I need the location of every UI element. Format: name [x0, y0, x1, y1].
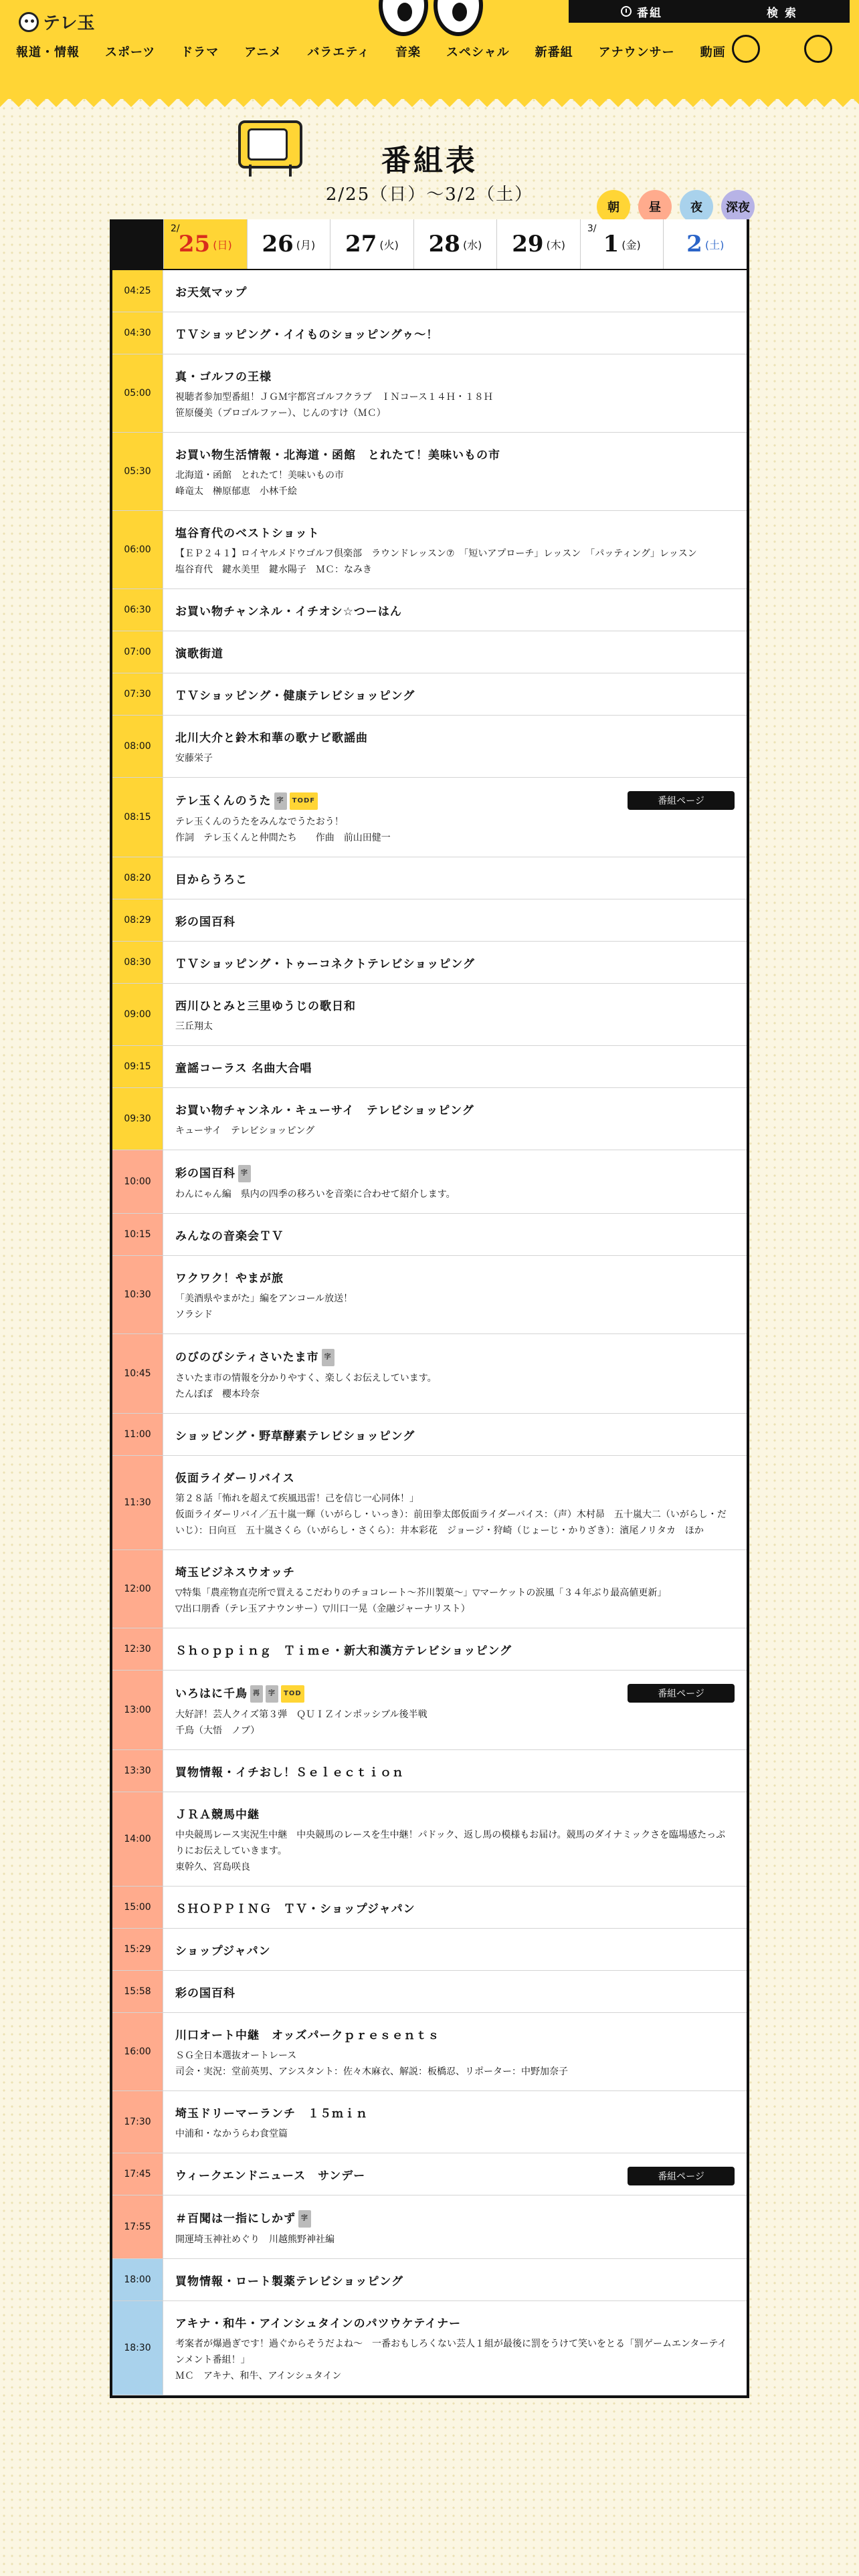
- program-badge: 字: [238, 1165, 251, 1182]
- program-description: 中央競馬レース実況生中継 中央競馬のレースを生中継！パドック、返し馬の模様もお届け。競馬のダイナミックさを臨場感たっぷりにお伝えしていきます。 東幹久、宮島咲良: [175, 1830, 726, 1872]
- program-cell[interactable]: [163, 2013, 747, 2090]
- program-page-button[interactable]: 番組ページ: [628, 2167, 735, 2185]
- program-title[interactable]: 演歌街道: [175, 647, 223, 661]
- program-cell[interactable]: [163, 716, 747, 777]
- program-title[interactable]: 目からうろこ: [175, 873, 248, 887]
- program-row: [112, 2013, 747, 2091]
- day-number: 29: [512, 231, 544, 257]
- program-row: [112, 270, 747, 312]
- program-title[interactable]: ワクワク！やまが旅: [175, 1272, 284, 1285]
- program-title[interactable]: お買い物チャンネル・イチオシ☆つーはん: [175, 605, 402, 619]
- program-cell[interactable]: [163, 1550, 747, 1628]
- left-eye-icon: [379, 0, 428, 36]
- program-badge: 字: [298, 2210, 311, 2228]
- program-title[interactable]: 彩の国百科: [175, 916, 235, 929]
- program-row: [112, 631, 747, 673]
- day-number: 27: [345, 231, 377, 257]
- program-badge: 再: [250, 1685, 263, 1703]
- program-row: [112, 1088, 747, 1150]
- program-description: 開運埼玉神社めぐり 川越熊野神社編: [175, 2234, 335, 2245]
- day-weekday: (金): [622, 238, 641, 251]
- program-title[interactable]: みんなの音楽会ＴＶ: [175, 1230, 284, 1243]
- program-row: [112, 1046, 747, 1088]
- nav-announcers[interactable]: アナウンサー: [598, 45, 675, 60]
- nav-special[interactable]: スペシャル: [446, 45, 510, 60]
- program-cell[interactable]: [163, 899, 747, 941]
- program-title[interactable]: ＴＶショッピング・イイものショッピングゥ〜！: [175, 328, 439, 342]
- program-cell[interactable]: [163, 1334, 747, 1413]
- program-cell[interactable]: [163, 1414, 747, 1455]
- program-row: [112, 2259, 747, 2301]
- program-description: キューサイ テレビショッピング: [175, 1125, 315, 1136]
- program-cell[interactable]: [163, 433, 747, 510]
- program-description: テレ玉くんのうたをみんなでうたおう！ 作詞 テレ玉くんと仲間たち 作曲 前山田健一: [175, 817, 391, 843]
- program-title[interactable]: お買い物チャンネル・キューサイ テレビショッピング: [175, 1104, 474, 1117]
- program-cell[interactable]: [163, 511, 747, 588]
- program-title[interactable]: 買物情報・イチおし！Ｓｅｌｅｃｔｉｏｎ: [175, 1766, 404, 1780]
- time-zone-filters: [597, 190, 755, 223]
- program-title[interactable]: のびのびシティさいたま市 字: [175, 1349, 735, 1366]
- program-time: 15:58: [112, 1971, 163, 2012]
- program-title[interactable]: テレ玉くんのうた 字 TODF: [175, 792, 735, 810]
- program-badge: 字: [322, 1349, 335, 1366]
- program-time: 05:30: [112, 433, 163, 510]
- program-time: 10:30: [112, 1256, 163, 1333]
- program-time: 18:00: [112, 2259, 163, 2300]
- program-badge: TOD: [281, 1685, 304, 1703]
- program-title[interactable]: ウィークエンドニュース サンデー: [175, 2169, 366, 2183]
- day-tab[interactable]: [247, 219, 330, 269]
- program-time: 04:25: [112, 270, 163, 312]
- program-cell[interactable]: [163, 942, 747, 983]
- program-title[interactable]: ＪＲＡ競馬中継: [175, 1808, 260, 1822]
- day-weekday: (日): [213, 238, 232, 251]
- program-time: 07:30: [112, 673, 163, 715]
- day-number: 1: [603, 231, 619, 257]
- program-time: 17:30: [112, 2091, 163, 2153]
- program-title[interactable]: ショップジャパン: [175, 1945, 271, 1958]
- program-time: 12:00: [112, 1550, 163, 1628]
- program-badge: TODF: [290, 792, 318, 810]
- program-schedule: [110, 219, 749, 2398]
- program-title[interactable]: ＃百聞は一指にしかず 字: [175, 2210, 735, 2228]
- program-description: 大好評！芸人クイズ第３弾 ＱＵＩＺインポッシブル後半戦 千鳥（大悟 ノブ）: [175, 1709, 427, 1736]
- program-time: 12:30: [112, 1628, 163, 1670]
- program-time: 06:00: [112, 511, 163, 588]
- global-nav: [16, 43, 726, 60]
- program-row: [112, 1414, 747, 1456]
- tube-icon[interactable]: [732, 35, 760, 63]
- nav-sports[interactable]: スポーツ: [105, 45, 156, 60]
- program-description: ＳＧ全日本選抜オートレース 司会・実況：堂前英男、アシスタント：佐々木麻衣、解説：板橋忍、リポーター：中野加奈子: [175, 2050, 569, 2077]
- program-row: [112, 1150, 747, 1214]
- program-row: [112, 984, 747, 1046]
- program-time: 08:20: [112, 857, 163, 899]
- program-title[interactable]: 北川大介と鈴木和華の歌ナビ歌謡曲: [175, 732, 368, 745]
- program-time: 17:55: [112, 2195, 163, 2258]
- program-cell[interactable]: [163, 2153, 747, 2195]
- program-time: 10:00: [112, 1150, 163, 1213]
- program-row: [112, 2153, 747, 2195]
- program-time: 14:00: [112, 1792, 163, 1886]
- day-weekday: (火): [379, 238, 399, 251]
- program-title[interactable]: お天気マップ: [175, 286, 248, 300]
- nav-anime[interactable]: アニメ: [244, 45, 282, 60]
- program-time: 08:30: [112, 942, 163, 983]
- day-month: 3/: [587, 223, 597, 234]
- program-cell[interactable]: [163, 1150, 747, 1213]
- program-row: [112, 1256, 747, 1334]
- program-cell[interactable]: [163, 270, 747, 312]
- nav-icon-group: [732, 35, 832, 63]
- program-row: [112, 312, 747, 354]
- program-description: 第２８話「怖れを超えて疾風迅雷！己を信じ一心同体！」 仮面ライダーリバイ／五十嵐一輝（いがらし・いっき）：前田拳太郎仮面ライダーバイス：（声）木村昴 五十嵐大二（いがらし・だいじ）：日向亘 五十嵐さくら（いがらし・さくら）：井本彩花 ジョージ・狩崎（じょーじ・かりざき）：濱尾ノリタカ ほか: [175, 1493, 727, 1536]
- program-description: 中浦和・なかうらわ食堂篇: [175, 2129, 288, 2139]
- program-title[interactable]: Ｓｈｏｐｐｉｎｇ Ｔｉｍｅ・新大和漢方テレビショッピング: [175, 1644, 512, 1658]
- program-title[interactable]: ＴＶショッピング・トゥーコネクトテレビショッピング: [175, 958, 475, 971]
- program-row: [112, 1750, 747, 1792]
- program-row: [112, 673, 747, 716]
- day-tab[interactable]: [663, 219, 747, 269]
- program-time: 10:45: [112, 1334, 163, 1413]
- program-time: 06:30: [112, 589, 163, 631]
- day-tab[interactable]: [413, 219, 497, 269]
- program-time: 18:30: [112, 2301, 163, 2395]
- program-cell[interactable]: [163, 2195, 747, 2258]
- program-time: 16:00: [112, 2013, 163, 2090]
- site-logo[interactable]: [19, 9, 94, 34]
- program-cell[interactable]: [163, 1214, 747, 1255]
- search-link[interactable]: 検 索: [767, 6, 797, 20]
- program-time: 11:30: [112, 1456, 163, 1549]
- program-cell[interactable]: [163, 1046, 747, 1087]
- program-description: 北海道・函館 とれたて！美味いもの市 峰竜太 榊原郁恵 小林千絵: [175, 470, 344, 497]
- program-time: 09:30: [112, 1088, 163, 1150]
- program-time: 07:00: [112, 631, 163, 673]
- program-cell[interactable]: [163, 1792, 747, 1886]
- program-time: 05:00: [112, 354, 163, 432]
- day-number: 28: [428, 231, 460, 257]
- program-row: [112, 1887, 747, 1929]
- program-row: [112, 857, 747, 899]
- program-cell[interactable]: [163, 2259, 747, 2300]
- logo-text: テレ玉: [43, 13, 95, 33]
- program-time: 08:15: [112, 778, 163, 857]
- tz-filter-button[interactable]: 深夜: [721, 190, 755, 223]
- program-description: さいたま市の情報を分かりやすく、楽しくお伝えしています。 たんぽぽ 櫻本玲奈: [175, 1373, 437, 1400]
- program-description: 視聴者参加型番組！ＪＧＭ宇都宮ゴルフクラブ ＩＮコース１４Ｈ・１８Ｈ 笹原優美（プロゴルファー）、じんのすけ（ＭＣ）: [175, 392, 493, 419]
- program-row: [112, 1214, 747, 1256]
- program-cell[interactable]: [163, 1256, 747, 1333]
- program-title[interactable]: 川口オート中継 オッズパークｐｒｅｓｅｎｔｓ: [175, 2029, 440, 2042]
- day-tab[interactable]: [580, 219, 664, 269]
- program-time: 04:30: [112, 312, 163, 354]
- day-number: 26: [262, 231, 294, 257]
- program-page-button[interactable]: 番組ページ: [628, 1684, 735, 1703]
- program-cell[interactable]: [163, 778, 747, 857]
- program-cell[interactable]: [163, 1971, 747, 2012]
- program-page-button[interactable]: 番組ページ: [628, 791, 735, 810]
- program-title[interactable]: アキナ・和牛・アインシュタインのパツウケテイナー: [175, 2317, 462, 2331]
- program-title[interactable]: 真・ゴルフの王様: [175, 370, 272, 384]
- teletama-mascot-icon: [19, 12, 39, 32]
- program-row: [112, 1628, 747, 1671]
- program-row: [112, 1792, 747, 1887]
- program-title[interactable]: 埼玉ドリーマーランチ １５ｍｉｎ: [175, 2107, 368, 2121]
- day-number: 25: [178, 231, 211, 257]
- program-title[interactable]: 童謡コーラス 名曲大合唱: [175, 1062, 312, 1075]
- tz-filter-button[interactable]: 夜: [680, 190, 713, 223]
- program-title[interactable]: ＴＶショッピング・健康テレビショッピング: [175, 689, 415, 703]
- day-tab[interactable]: [496, 219, 580, 269]
- program-cell[interactable]: [163, 1671, 747, 1749]
- day-tab[interactable]: [163, 219, 247, 269]
- program-description: 「美酒県やまがた」編をアンコール放送！ ソラシド: [175, 1293, 353, 1320]
- program-row: [112, 1671, 747, 1750]
- nav-videos[interactable]: 動画: [700, 45, 726, 60]
- program-row: [112, 589, 747, 631]
- day-weekday: (木): [546, 238, 566, 251]
- program-cell[interactable]: [163, 354, 747, 432]
- program-title[interactable]: いろはに千鳥 再 字 TOD: [175, 1685, 735, 1703]
- clock-icon: [621, 6, 632, 17]
- program-cell[interactable]: [163, 631, 747, 673]
- program-description: ▽特集「農産物直売所で買えるこだわりのチョコレート〜芥川製菓〜」▽マーケットの涙風「３４年ぶり最高値更新」 ▽出口朋香（テレ玉アナウンサー）▽川口一晃（金融ジャーナリスト）: [175, 1588, 667, 1614]
- program-badge: 字: [274, 792, 287, 810]
- program-time: 11:00: [112, 1414, 163, 1455]
- nav-variety[interactable]: バラエティ: [307, 45, 370, 60]
- program-badge: 字: [266, 1685, 278, 1703]
- program-cell[interactable]: [163, 673, 747, 715]
- day-tab[interactable]: [330, 219, 413, 269]
- mascot-app-icon[interactable]: [804, 35, 832, 63]
- day-weekday: (水): [462, 238, 482, 251]
- program-description: わんにゃん編 県内の四季の移ろいを音楽に合わせて紹介します。: [175, 1189, 456, 1200]
- program-row: [112, 1971, 747, 2013]
- program-time: 08:29: [112, 899, 163, 941]
- day-weekday: (土): [704, 238, 725, 251]
- program-description: 三丘翔太: [175, 1021, 213, 1032]
- right-eye-icon: [434, 0, 483, 36]
- program-cell[interactable]: [163, 1456, 747, 1549]
- program-title[interactable]: 彩の国百科: [175, 1987, 235, 2000]
- top-utility-bar: [569, 0, 850, 23]
- nav-news[interactable]: 報道・情報: [16, 45, 80, 60]
- program-row: [112, 2195, 747, 2259]
- program-row: [112, 433, 747, 511]
- program-row: [112, 354, 747, 433]
- day-number: 2: [686, 231, 702, 257]
- program-time: 09:15: [112, 1046, 163, 1087]
- corner-cell: [112, 219, 163, 269]
- site-header: [0, 0, 859, 99]
- program-time: 17:45: [112, 2153, 163, 2195]
- nav-drama[interactable]: ドラマ: [181, 45, 219, 60]
- day-weekday: (月): [296, 238, 316, 251]
- program-row: [112, 1550, 747, 1628]
- program-time: 08:00: [112, 716, 163, 777]
- program-row: [112, 511, 747, 589]
- program-cell[interactable]: [163, 1628, 747, 1670]
- program-row: [112, 1456, 747, 1550]
- program-description: 安藤栄子: [175, 753, 213, 764]
- program-title[interactable]: 買物情報・ロート製薬テレビショッピング: [175, 2275, 403, 2288]
- program-cell[interactable]: [163, 1088, 747, 1150]
- program-cell[interactable]: [163, 312, 747, 354]
- tz-filter-button[interactable]: 昼: [638, 190, 672, 223]
- program-cell[interactable]: [163, 1929, 747, 1970]
- program-description: 【ＥＰ２４１】ロイヤルメドウゴルフ倶楽部 ラウンドレッスン⑦ 「短いアプローチ」レッスン 「パッティング」レッスン 塩谷育代 鍵水美里 鍵水陽子 ＭＣ：なみき: [175, 548, 697, 575]
- program-time: 15:00: [112, 1887, 163, 1928]
- program-cell[interactable]: [163, 1750, 747, 1792]
- program-title[interactable]: 彩の国百科 字: [175, 1165, 735, 1182]
- tz-filter-button[interactable]: 朝: [597, 190, 630, 223]
- program-cell[interactable]: [163, 589, 747, 631]
- program-cell[interactable]: [163, 984, 747, 1045]
- day-month: 2/: [171, 223, 180, 234]
- program-title[interactable]: 仮面ライダーリバイス: [175, 1472, 295, 1485]
- program-row: [112, 1334, 747, 1414]
- day-tabs: [112, 219, 747, 270]
- program-row: [112, 942, 747, 984]
- schedule-link-label: 番組: [637, 6, 663, 20]
- program-time: 10:15: [112, 1214, 163, 1255]
- program-cell[interactable]: [163, 857, 747, 899]
- program-row: [112, 899, 747, 942]
- schedule-link[interactable]: [621, 3, 662, 20]
- mascot-eyes: [379, 0, 483, 36]
- program-row: [112, 778, 747, 857]
- program-list: [112, 270, 747, 2395]
- program-row: [112, 716, 747, 778]
- program-title[interactable]: 塩谷育代のベストショット: [175, 527, 320, 540]
- program-time: 13:00: [112, 1671, 163, 1749]
- program-description: 考案者が爆過ぎです！過ぐからそうだよね〜 一番おもしろくない芸人１組が最後に罰をうけて笑いをとる「罰ゲームエンターテインメント番組！」 ＭＣ アキナ、和牛、アインシュタイン: [175, 2339, 727, 2381]
- program-title[interactable]: ショッピング・野草酵素テレビショッピング: [175, 1430, 415, 1443]
- nav-music[interactable]: 音楽: [395, 45, 421, 60]
- program-title[interactable]: ＳＨＯＰＰＩＮＧ ＴＶ・ショップジャパン: [175, 1903, 415, 1916]
- program-cell[interactable]: [163, 2091, 747, 2153]
- page-title-area: [0, 99, 859, 219]
- program-row: [112, 2301, 747, 2395]
- date-range: 2/25（日）〜3/2（土）: [325, 185, 534, 205]
- page-title: 番組表: [381, 144, 478, 178]
- program-row: [112, 2091, 747, 2153]
- nav-new-programs[interactable]: 新番組: [535, 45, 573, 60]
- program-row: [112, 1929, 747, 1971]
- program-title[interactable]: 埼玉ビジネスウオッチ: [175, 1566, 295, 1580]
- program-title[interactable]: お買い物生活情報・北海道・函館 とれたて！美味いもの市: [175, 449, 500, 462]
- program-time: 15:29: [112, 1929, 163, 1970]
- program-cell[interactable]: [163, 1887, 747, 1928]
- program-cell[interactable]: [163, 2301, 747, 2395]
- program-title[interactable]: 西川ひとみと三里ゆうじの歌日和: [175, 1000, 356, 1013]
- program-time: 13:30: [112, 1750, 163, 1792]
- program-time: 09:00: [112, 984, 163, 1045]
